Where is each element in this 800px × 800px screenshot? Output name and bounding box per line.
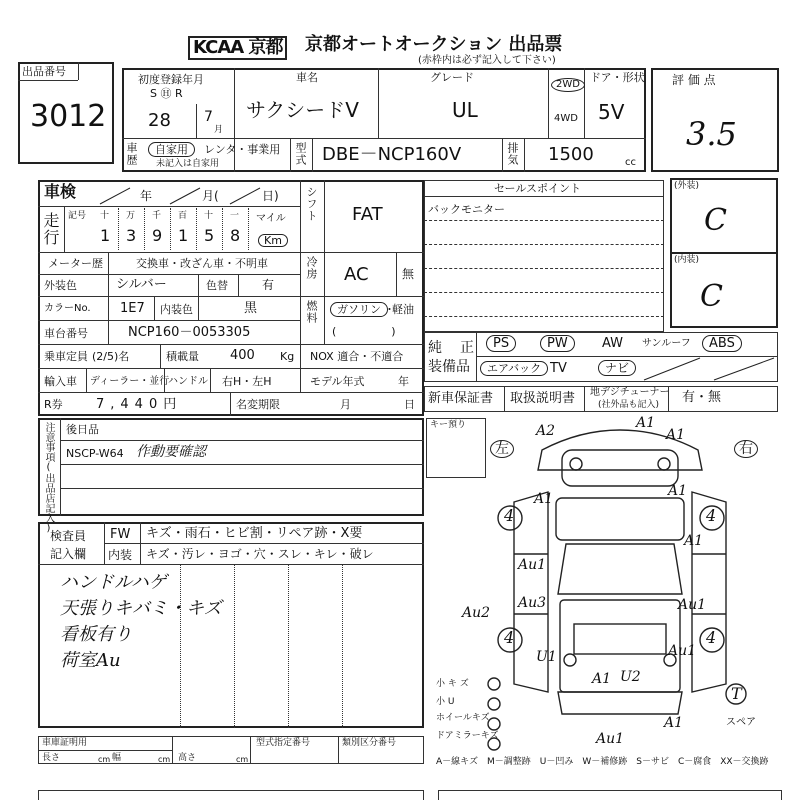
mileage-digit-5: 8 [230, 226, 241, 245]
mark-au1-bottom: Au1 [596, 731, 625, 747]
mileage-digit-3: 1 [178, 226, 189, 245]
ac-label: 冷房 [305, 256, 318, 280]
inspector-label2: 記入欄 [50, 547, 87, 561]
meter-label: メーター歴 [48, 257, 103, 270]
model-value: DBE－NCP160V [322, 144, 462, 165]
era-options: S Ⓗ R [150, 87, 183, 100]
mileage-digit-0: 1 [100, 226, 111, 245]
mileage-km: Km [258, 234, 288, 247]
equip-abs: ABS [702, 335, 742, 352]
ac-value: AC [344, 264, 369, 285]
mileage-unit-3: 百 [178, 211, 188, 221]
mileage-divider [196, 208, 197, 250]
spare-label: スペア [726, 717, 756, 728]
tire-rear-left: 4 [504, 628, 515, 647]
mileage-unit-5: 一 [230, 211, 240, 221]
spare-mark: T [731, 684, 742, 703]
tire-front-left: 4 [504, 506, 515, 525]
exterior-value: C [704, 203, 727, 238]
inspector-note-4: 荷室Au [60, 650, 121, 671]
color-change-value: 有 [262, 278, 275, 292]
diagram-left: 左 [490, 440, 514, 458]
shaken-year: 年 [140, 189, 153, 203]
mark-a1-topright: A1 [666, 427, 686, 443]
car-rear-bumper [558, 692, 682, 714]
car-hood [562, 450, 678, 486]
form-title: 京都オートオークション 出品票 [305, 34, 563, 55]
recycle-label: R券 [44, 398, 63, 411]
displacement-label: 排気 [506, 142, 519, 166]
legend-codes: A－線キズ M－調整跡 U－凹み W－補修跡 S－サビ C－腐食 XX－交換跡 [436, 757, 769, 767]
tuner-note: (社外品も記入) [598, 400, 660, 410]
usage-other: レンタ・事業用 [204, 143, 281, 156]
load-unit: Kg [280, 350, 295, 363]
car-roof [558, 544, 682, 594]
capacity-label: 乗車定員 [44, 350, 88, 363]
mark-a1-bottom-right: A1 [664, 715, 684, 731]
notes-item-hand: 作動要確認 [136, 444, 206, 460]
mileage-unit-1: 万 [126, 211, 136, 221]
mileage-divider [222, 208, 223, 250]
mark-au1-right: Au1 [678, 597, 707, 613]
registration-month: 7 [204, 109, 213, 125]
registration-label: 初度登録年月 [138, 73, 204, 86]
footer-width-unit: cm [158, 755, 171, 764]
mileage-digit-4: 5 [204, 226, 215, 245]
score-label: 評 価 点 [672, 73, 716, 87]
mileage-divider [248, 208, 249, 250]
color-value: シルバー [116, 277, 167, 292]
color-label: 外装色 [44, 279, 77, 292]
mark-a1-top: A1 [636, 415, 656, 431]
mark-a1-rear: A1 [592, 671, 612, 687]
lot-number: 3012 [30, 99, 107, 134]
shift-value: FAT [352, 204, 383, 225]
shaken-day: 日) [262, 189, 279, 203]
inspector-note-1: ハンドルハゲ [60, 572, 167, 593]
footer-height-unit: cm [236, 755, 249, 764]
legend-mirror: ドアミラーキズ [436, 731, 499, 741]
handle-label: ハンドル [168, 376, 208, 387]
meigi-day: 日 [404, 398, 415, 411]
grade-label: グレード [430, 71, 474, 84]
equipment-slash [640, 356, 778, 382]
model-year-unit: 年 [398, 375, 409, 388]
shaken-month: 月( [202, 189, 219, 203]
car-diagram [430, 414, 770, 754]
inspector-in-items: キズ・汚レ・ヨゴ・穴・スレ・キレ・破レ [146, 547, 374, 561]
tuner-value: 有・無 [682, 390, 722, 405]
equipment-label1: 純 正 [428, 340, 476, 356]
mileage-divider [170, 208, 171, 250]
meigi-month: 月 [340, 398, 351, 411]
equip-navi: ナビ [598, 360, 636, 376]
drive-2wd: 2WD [551, 78, 585, 92]
mileage-unit-2: 千 [152, 211, 162, 221]
import-label: 輸入車 [44, 375, 77, 388]
recycle-amount: 7,440円 [96, 397, 183, 412]
interior-color-value: 黒 [244, 301, 258, 316]
mileage-kigo: 記号 [68, 211, 87, 221]
interior-label: (内装) [674, 255, 700, 265]
registration-month-unit: 月 [214, 125, 224, 135]
notes-item: NSCP-W64 [66, 447, 124, 460]
interior-color-label: 内装色 [160, 303, 193, 316]
equip-ps: PS [486, 335, 516, 352]
door-shape-label: ドア・形状 [590, 71, 645, 84]
shaken-strike [90, 184, 300, 208]
legend-scratch: 小 キ ズ [436, 679, 469, 689]
fuel-sep: ・ [384, 303, 395, 316]
inspector-note-3: 看板有り [60, 624, 132, 645]
usage-label: 車歴 [125, 142, 138, 166]
mark-a1-right-door: A1 [668, 483, 688, 499]
equip-sunroof: サンルーフ [642, 338, 691, 349]
footer-length-unit: cm [98, 755, 111, 764]
footer-type-no: 型式指定番号 [256, 738, 311, 748]
door-shape-value: 5V [598, 100, 625, 124]
color-no-value: 1E7 [120, 301, 145, 316]
mileage-digit-2: 9 [152, 226, 163, 245]
mark-au1-left: Au1 [518, 557, 547, 573]
legend-wheel: ホイールキズ [436, 713, 490, 723]
load-label: 積載量 [166, 350, 199, 363]
equip-airbag: エアバック [480, 361, 548, 376]
footer-width: 幅 [112, 753, 122, 763]
drive-4wd: 4WD [554, 113, 578, 124]
interior-value: C [700, 279, 723, 314]
mileage-digit-1: 3 [126, 226, 137, 245]
sales-title: セールスポイント [494, 182, 582, 195]
fuel-gasoline: ガソリン [330, 302, 388, 317]
shaken-label: 車検 [44, 182, 77, 201]
footer-height: 高さ [178, 753, 197, 763]
nox-value: NOX 適合・不適合 [310, 350, 404, 363]
color-change-label: 色替 [206, 279, 228, 292]
bottom-left-strip [38, 790, 424, 800]
grade-value: UL [452, 98, 478, 122]
diagram-right: 右 [734, 440, 758, 458]
score-value: 3.5 [686, 115, 737, 153]
car-windshield [556, 498, 684, 540]
handle-value: 右H・左H [222, 375, 272, 388]
mileage-mile: マイル [256, 213, 286, 224]
exterior-label: (外装) [674, 181, 700, 191]
model-label: 型式 [294, 142, 307, 166]
notes-later: 後日品 [66, 423, 99, 436]
footer-category-no: 類別区分番号 [342, 738, 397, 748]
notes-label: 注意事項(出品店記入) [43, 422, 54, 534]
legend-dent: 小 U [436, 697, 455, 707]
fuel-other: ( ) [332, 325, 396, 338]
car-name-label: 車名 [296, 71, 318, 84]
shift-label: シフト [305, 186, 318, 222]
mark-a2-top: A2 [536, 423, 556, 439]
tuner-label: 地デジチューナー [590, 387, 670, 398]
fuel-diesel: 軽油 [392, 303, 414, 316]
logo: KCAA 京都 [188, 36, 287, 60]
fuel-label: 燃料 [305, 300, 318, 324]
mark-a1-right-fender: A1 [684, 533, 704, 549]
sales-item: バックモニター [428, 203, 505, 216]
mark-au2-left: Au2 [462, 605, 491, 621]
meter-options: 交換車・改ざん車・不明車 [136, 257, 268, 270]
displacement-unit: cc [625, 157, 636, 168]
load-value: 400 [230, 348, 255, 363]
chassis-value: NCP160－0053305 [128, 325, 251, 340]
color-no-label: カラーNo. [44, 303, 91, 314]
equip-aw: AW [602, 336, 624, 351]
equip-tv: TV [550, 361, 567, 376]
usage-own: 自家用 [148, 142, 195, 157]
displacement-value: 1500 [548, 144, 594, 165]
key-label: キー預り [430, 420, 467, 430]
footer-cert: 車庫証明用 [42, 738, 88, 748]
car-name-value: サクシードV [246, 98, 359, 122]
mileage-divider [118, 208, 119, 250]
mark-u1-left: U1 [536, 649, 557, 665]
mark-a1-left-door: A1 [534, 491, 554, 507]
usage-own-note: 未記入は自家用 [156, 159, 220, 169]
tire-front-right: 4 [706, 506, 717, 525]
mark-au3-left: Au3 [518, 595, 547, 611]
equipment-label2: 装備品 [428, 359, 470, 375]
footer-length: 長さ [42, 753, 61, 763]
mileage-unit-4: 十 [204, 211, 214, 221]
doc-warranty: 新車保証書 [428, 391, 494, 406]
inspector-label1: 検査員 [50, 529, 87, 543]
tire-rear-right: 4 [706, 628, 717, 647]
bottom-right-strip [438, 790, 782, 800]
meigi-label: 名変期限 [236, 398, 280, 411]
capacity-value: (2/5)名 [92, 350, 130, 363]
form-subtitle: (赤枠内は必ず記入して下さい) [418, 55, 556, 66]
inspector-in-label: 内装 [108, 548, 133, 562]
ac-none: 無 [402, 267, 415, 281]
import-dealer: ディーラー・並行 [90, 376, 170, 387]
mark-u2-rear: U2 [620, 669, 641, 685]
inspector-fw-items: キズ・雨石・ヒビ割・リペア跡・X要 [146, 526, 363, 541]
inspector-note-2: 天張りキバミ・キズ [60, 598, 222, 619]
mileage-unit-0: 十 [100, 211, 110, 221]
doc-manual: 取扱説明書 [510, 391, 576, 406]
equip-pw: PW [540, 335, 575, 352]
mileage-label: 走行 [41, 212, 60, 246]
registration-year: 28 [148, 110, 171, 131]
chassis-label: 車台番号 [44, 327, 88, 340]
lot-label: 出品番号 [22, 65, 66, 78]
model-year-label: モデル年式 [310, 375, 365, 388]
mark-au1-rear-right: Au1 [668, 643, 697, 659]
car-rear-glass [574, 624, 666, 654]
mileage-divider [144, 208, 145, 250]
inspector-fw: FW [110, 527, 131, 542]
